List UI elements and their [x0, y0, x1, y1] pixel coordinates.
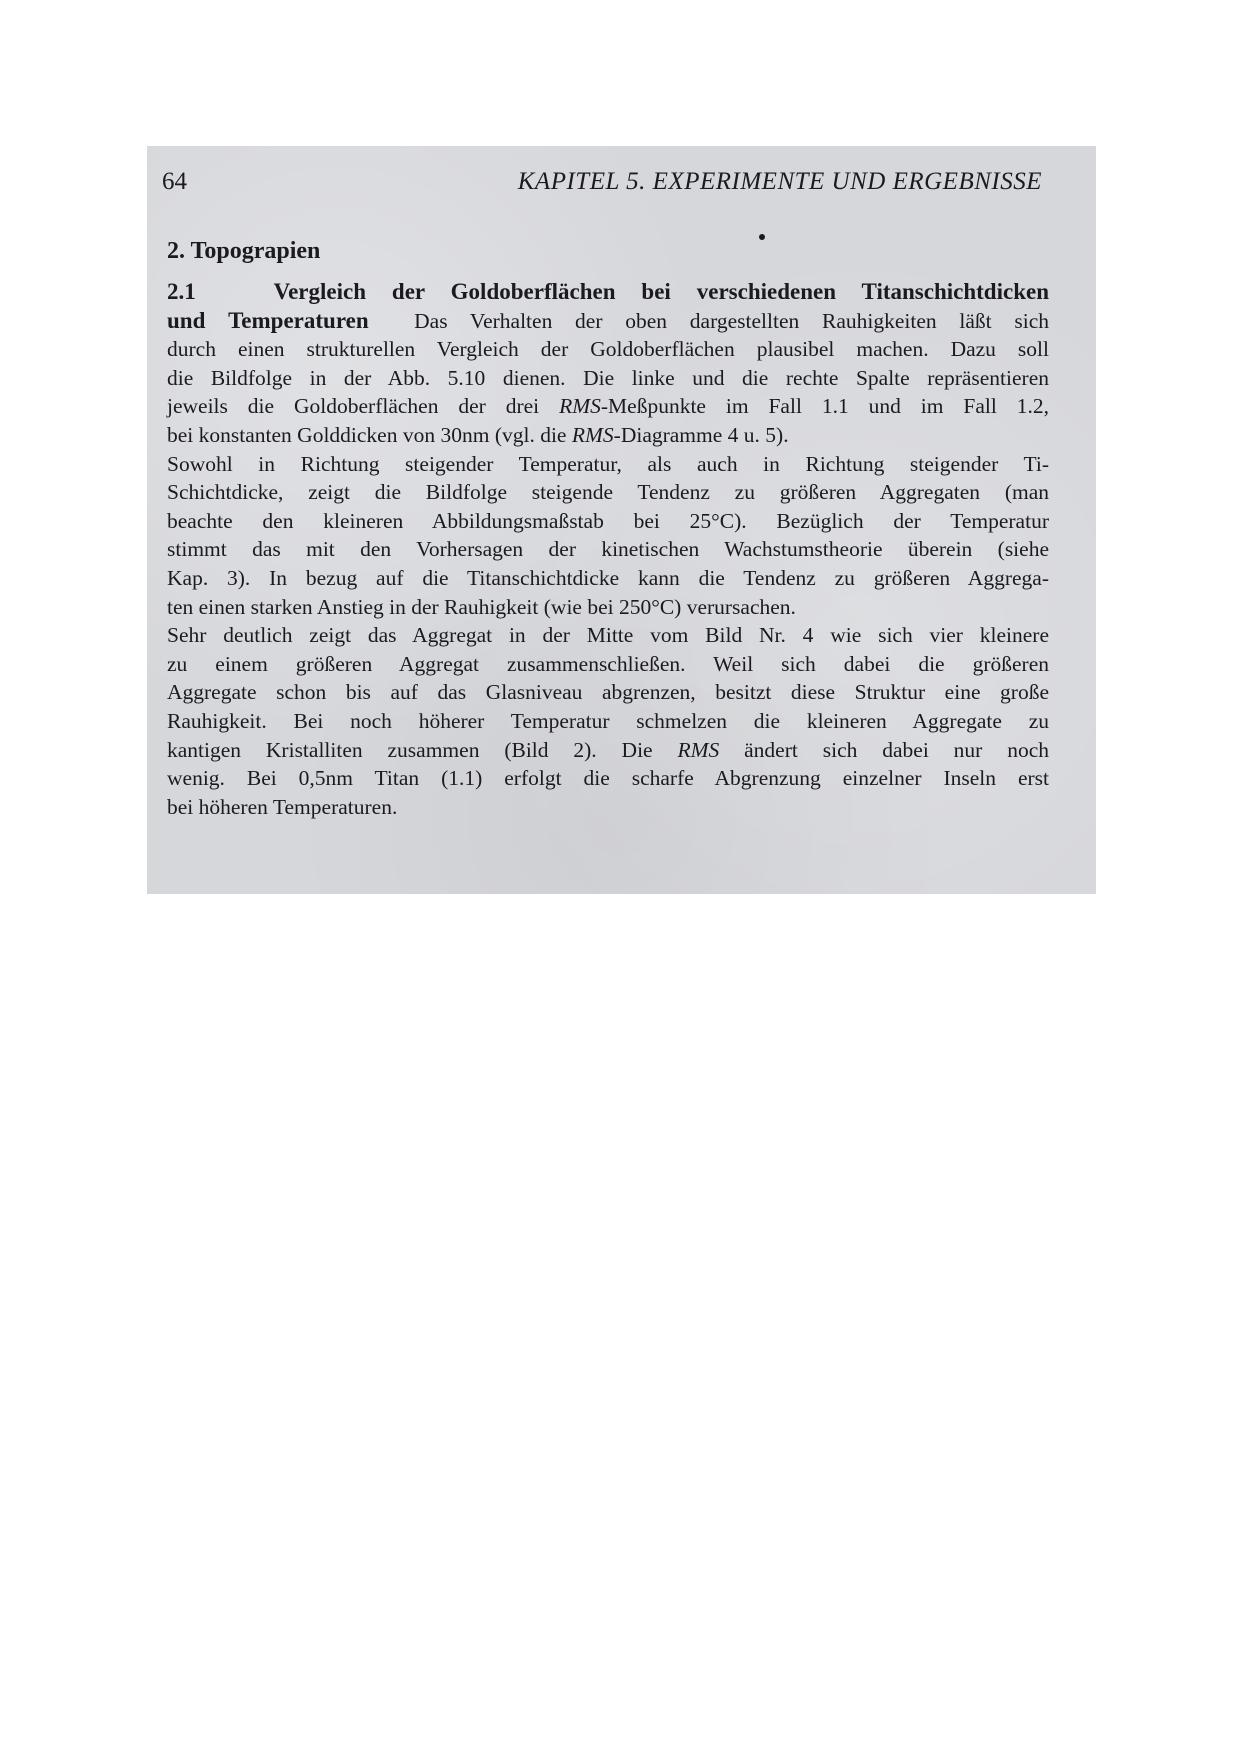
chapter-title: KAPITEL 5. EXPERIMENTE UND ERGEBNISSE	[517, 168, 1042, 195]
text-line-8: Schichtdicke, zeigt die Bildfolge steigende Tendenz zu größeren Aggregaten (man	[167, 480, 1049, 505]
text-line-5	[167, 392, 1049, 421]
text-line-9: beachte den kleineren Abbildungsmaßstab bei 25°C). Bezüglich der Temperatur	[167, 508, 1049, 533]
text-line-16: Rauhigkeit. Bei noch höherer Temperatur schmelzen die kleineren Aggregate zu	[167, 708, 1049, 733]
running-head	[162, 168, 1042, 200]
text-line-2-rest: Das Verhalten der oben dargestellten Rauhigkeiten läßt sich	[414, 308, 1050, 333]
section-heading: 2. Topograpien	[167, 238, 321, 264]
rms-term: RMS	[559, 394, 601, 419]
text-line-14: zu einem größeren Aggregat zusammenschließen. Weil sich dabei die größeren	[167, 651, 1049, 676]
text-line-6	[167, 421, 1049, 450]
body-text	[167, 278, 1049, 821]
text-line-17	[167, 736, 1049, 765]
rms-term: RMS	[571, 422, 614, 447]
text-fragment: kantigen Kristalliten zusammen (Bild 2). Die	[167, 737, 678, 762]
text-line-10: stimmt das mit den Vorhersagen der kinetischen Wachstumstheorie überein (siehe	[167, 537, 1049, 562]
bullet-dot-mark	[759, 234, 765, 240]
text-fragment: -Diagramme 4 u. 5).	[613, 422, 789, 447]
scanned-page-region	[147, 146, 1096, 894]
text-line-2	[167, 307, 1049, 336]
text-fragment: -Meßpunkte im Fall 1.1 und im Fall 1.2,	[600, 394, 1050, 419]
text-fragment: jeweils die Goldoberflächen der drei	[167, 394, 560, 419]
text-line-18: wenig. Bei 0,5nm Titan (1.1) erfolgt die scharfe Abgrenzung einzelner Inseln erst	[167, 766, 1049, 791]
text-line-15: Aggregate schon bis auf das Glasniveau abgrenzen, besitzt diese Struktur eine große	[167, 680, 1049, 705]
text-line-12: ten einen starken Anstieg in der Rauhigkeit (wie bei 250°C) verursachen.	[167, 594, 796, 619]
text-fragment: ändert sich dabei nur noch	[719, 737, 1049, 762]
subsection-title-part-2: und Temperaturen	[167, 307, 369, 333]
subsection-heading-line-1	[167, 278, 1049, 307]
subsection-title-part-1: Vergleich der Goldoberflächen bei verschiedenen Titanschichtdicken	[273, 279, 1049, 304]
text-line-19: bei höheren Temperaturen.	[167, 794, 398, 819]
text-fragment: bei konstanten Golddicken von 30nm (vgl. die	[167, 422, 572, 447]
text-line-13: Sehr deutlich zeigt das Aggregat in der Mitte vom Bild Nr. 4 wie sich vier kleinere	[167, 623, 1049, 648]
text-line-7: Sowohl in Richtung steigender Temperatur, als auch in Richtung steigender Ti-	[167, 451, 1049, 476]
page-number: 64	[162, 168, 187, 195]
text-line-11: Kap. 3). In bezug auf die Titanschichtdicke kann die Tendenz zu größeren Aggrega-	[167, 565, 1049, 590]
text-line-3: durch einen strukturellen Vergleich der Goldoberflächen plausibel machen. Dazu soll	[167, 337, 1049, 362]
rms-term: RMS	[677, 737, 720, 762]
subsection-number: 2.1	[167, 279, 196, 304]
text-line-4: die Bildfolge in der Abb. 5.10 dienen. Die linke und die rechte Spalte repräsentieren	[167, 365, 1049, 390]
